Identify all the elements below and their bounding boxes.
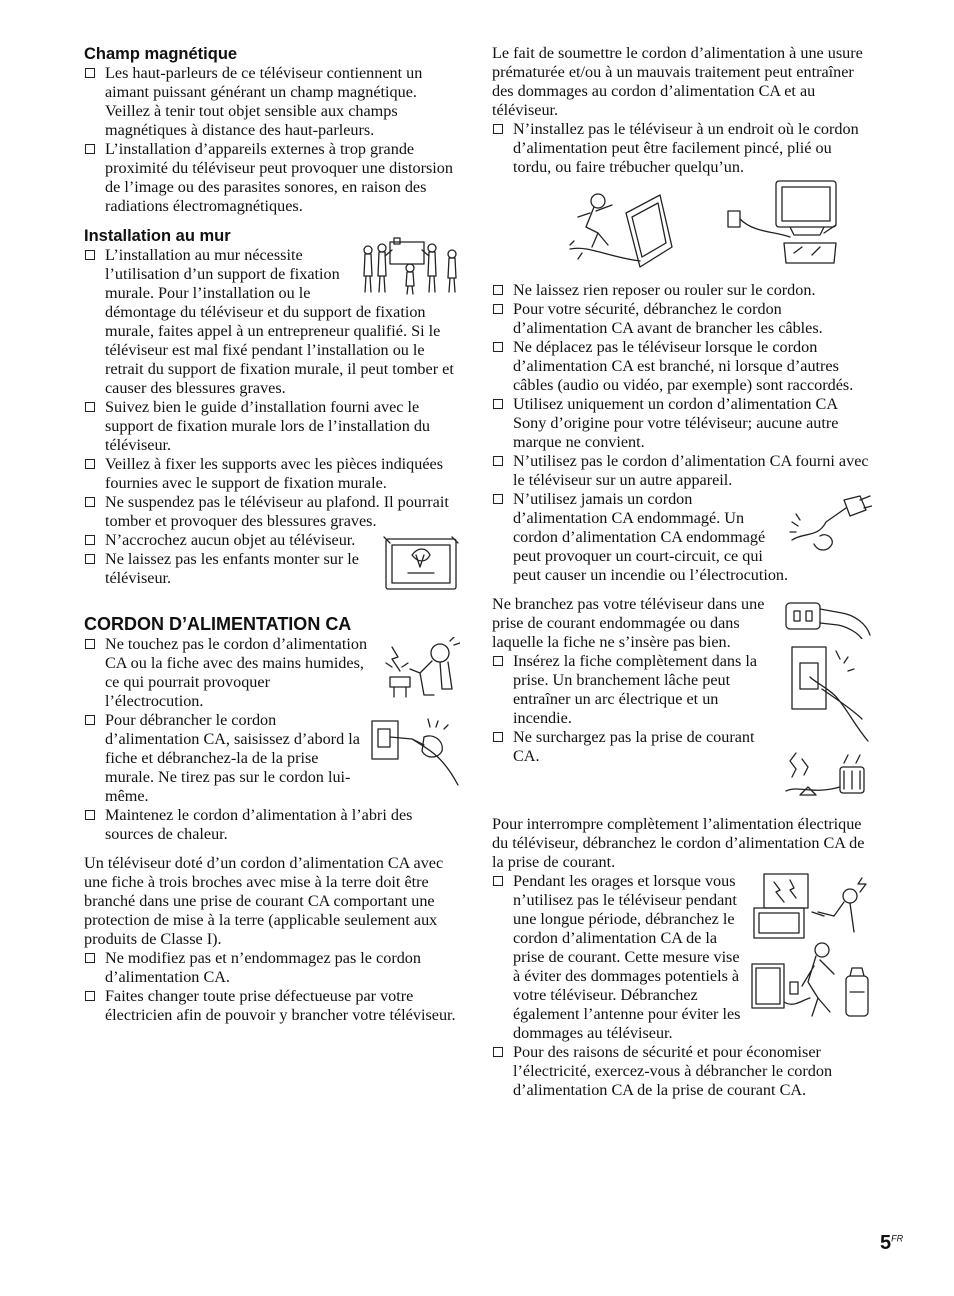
list-item: Maintenez le cordon d’alimentation à l’abri des sources de chaleur. [84,806,460,844]
checkbox-bullet-icon [85,144,95,154]
list-item: Faites changer toute prise défectueuse par votre électricien afin de pouvoir y brancher votre téléviseur. [84,987,460,1025]
checkbox-bullet-icon [85,68,95,78]
list-item: Pour débrancher le cordon d’alimentation CA, saisissez d’abord la fiche et débranchez-la de la prise murale. Ne tirez pas sur le cordon lui-même. [84,711,460,806]
checkbox-bullet-icon [493,456,503,466]
list-item: Ne touchez pas le cordon d’alimentation CA ou la fiche avec des mains humides, ce qui pourrait provoquer l’électrocution. [84,635,460,711]
heading-cordon-alimentation: CORDON D’ALIMENTATION CA [84,614,352,634]
list-item: N’installez pas le téléviseur à un endroit où le cordon d’alimentation peut être facilement pincé, plié ou tordu, ou faire trébucher quelqu’un. [492,120,872,177]
pinched-cord-illustration [724,177,842,269]
page-number: $5^{FR}$ [880,1232,904,1254]
heading-installation-au-mur: Installation au mur [84,227,231,245]
checkbox-bullet-icon [493,876,503,886]
page-language: FR [891,1233,904,1244]
checkbox-bullet-icon [493,656,503,666]
grounded-plug-paragraph: Un téléviseur doté d’un cordon d’alimentation CA avec une fiche à trois broches avec mise à la terre doit être branché dans une prise de courant CA comportant une protection de mise à la terre (applicable seulement aux produits de Classe I). [84,854,444,948]
list-item: Pendant les orages et lorsque vous n’utilisez pas le téléviseur pendant une longue période, débranchez le cordon d’alimentation CA de la prise de courant. Cette mesure vise à éviter des dommages potentiels à votre téléviseur. Débranchez également l’antenne pour éviter les dommages au téléviseur. [492,872,872,1043]
tv-hanging-object-illustration [382,533,460,597]
checkbox-bullet-icon [85,402,95,412]
checkbox-bullet-icon [493,494,503,504]
list-item: L’installation d’appareils externes à trop grande proximité du téléviseur peut provoquer une distorsion de l’image ou des parasites sonores, en raison des radiations électromagnétiques. [84,140,460,216]
checkbox-bullet-icon [85,554,95,564]
right-column [492,44,872,1100]
list-item: Ne laissez rien reposer ou rouler sur le cordon. [492,281,872,300]
list-item: Pour votre sécurité, débranchez le cordon d’alimentation CA avant de brancher les câbles. [492,300,872,338]
checkbox-bullet-icon [85,715,95,725]
list-item: Ne déplacez pas le téléviseur lorsque le cordon d’alimentation CA est branché, ni lorsque d’autres câbles (audio ou vidéo, par exemple) sont raccordés. [492,338,872,395]
damaged-outlet-paragraph: Ne branchez pas votre téléviseur dans une prise de courant endommagée ou dans laquelle la fiche ne s’insère pas bien. [492,595,765,651]
checkbox-bullet-icon [493,304,503,314]
list-item: N’utilisez pas le cordon d’alimentation CA fourni avec le téléviseur sur un autre appareil. [492,452,872,490]
list-item: Veillez à fixer les supports avec les pièces indiquées fournies avec le support de fixation murale. [84,455,460,493]
left-column [84,44,460,1025]
list-item: Insérez la fiche complètement dans la prise. Un branchement lâche peut entraîner un arc électrique et un incendie. [492,652,872,728]
checkbox-bullet-icon [85,991,95,1001]
checkbox-bullet-icon [493,342,503,352]
checkbox-bullet-icon [493,124,503,134]
list-item: N’utilisez jamais un cordon d’alimentation CA endommagé. Un cordon d’alimentation CA endommagé peut provoquer un court-circuit, ce qui peut causer un incendie ou l’électrocution. [492,490,872,585]
plug-illustration [782,593,872,639]
checkbox-bullet-icon [85,250,95,260]
checkbox-bullet-icon [493,285,503,295]
list-item: Les haut-parleurs de ce téléviseur contiennent un aimant puissant générant un champ magnétique. Veillez à tenir tout objet sensible aux champs magnétiques à distance des haut-parleurs. [84,64,460,140]
checkbox-bullet-icon [85,810,95,820]
checkbox-bullet-icon [493,399,503,409]
trip-over-cord-illustration [568,187,678,271]
checkbox-bullet-icon [493,732,503,742]
checkbox-bullet-icon [85,535,95,545]
list-item: Ne laissez pas les enfants monter sur le téléviseur. [84,550,385,588]
list-item: L’installation au mur nécessite l’utilisation d’un support de fixation murale. Pour l’installation ou le démontage du téléviseur et du support de fixation murale, faites appel à un entrepreneur qualifié. Si le téléviseur est mal fixé pendant l’installation ou le retrait du support de fixation murale, il peut tomber et causer des blessures graves. [84,246,460,398]
cord-wear-paragraph: Le fait de soumettre le cordon d’alimentation à une usure prématurée et/ou à un mauvais traitement peut entraîner des dommages au cordon d’alimentation CA et au téléviseur. [492,44,863,119]
power-off-paragraph: Pour interrompre complètement l’alimentation électrique du téléviseur, débranchez le cordon d’alimentation CA de la prise de courant. [492,815,865,871]
checkbox-bullet-icon [85,497,95,507]
list-item: Suivez bien le guide d’installation fourni avec le support de fixation murale lors de l’installation du téléviseur. [84,398,460,455]
cord-hazard-illustrations [492,177,872,281]
checkbox-bullet-icon [85,953,95,963]
list-item: Ne modifiez pas et n’endommagez pas le cordon d’alimentation CA. [84,949,460,987]
checkbox-bullet-icon [493,1047,503,1057]
list-item: Ne surchargez pas la prise de courant CA. [492,728,872,766]
checkbox-bullet-icon [85,639,95,649]
list-item: Ne suspendez pas le téléviseur au plafond. Il pourrait tomber et provoquer des blessures graves. [84,493,460,531]
list-item: N’accrochez aucun objet au téléviseur. [84,531,385,550]
list-item: Utilisez uniquement un cordon d’alimentation CA Sony d’origine pour votre téléviseur; aucune autre marque ne convient. [492,395,872,452]
heading-champ-magnetique: Champ magnétique [84,45,238,63]
list-item: Pour des raisons de sécurité et pour économiser l’électricité, exercez-vous à débrancher le cordon d’alimentation CA de la prise de courant CA. [492,1043,872,1100]
checkbox-bullet-icon [85,459,95,469]
